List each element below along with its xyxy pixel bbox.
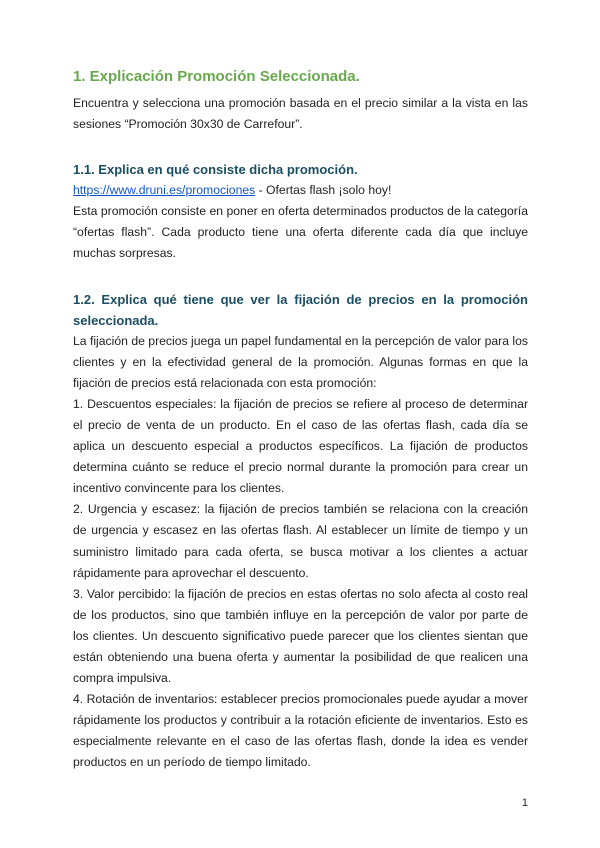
list-item-descuentos: 1. Descuentos especiales: la fijación de precios se refiere al proceso de determinar el precio de venta de un producto. En el caso de las ofertas flash, cada día se aplica un descuento especial a productos específicos. La fijación de productos determina cuánto se reduce el precio normal durante la promoción para crear un incentivo convincente para los clientes. [73,396,528,496]
section-1-2-intro: La fijación de precios juega un papel fundamental en la percepción de valor para los clientes y en la efectividad general de la promoción. Algunas formas en que la fijación de precios está relacionada con esta promoción: [73,333,528,390]
promotion-link-suffix: - Ofertas flash ¡solo hoy! [255,183,392,198]
spacer [73,135,528,159]
list-item-urgencia: 2. Urgencia y escasez: la fijación de precios también se relaciona con la creación de urgencia y escasez en las ofertas flash. Al establecer un límite de tiempo y un suministro limitado para cada oferta, se busca motivar a los clientes a actuar rápidamente para aprovechar el descuento. [73,502,528,580]
promotion-link-line [73,180,528,201]
promotion-link[interactable]: https://www.druni.es/promociones [73,183,256,198]
spacer [73,265,528,289]
section-1-intro: Encuentra y selecciona una promoción basada en el precio similar a la vista en las sesiones “Promoción 30x30 de Carrefour”. [73,96,528,132]
section-1-1-body: Esta promoción consiste en poner en oferta determinados productos de la categoría “ofertas flash”. Cada producto tiene una oferta diferente cada día que incluye muchas sorpresas. [73,204,528,261]
list-item-rotacion: 4. Rotación de inventarios: establecer precios promocionales puede ayudar a mover rápidamente los productos y contribuir a la rotación eficiente de inventarios. Esto es especialmente relevante en el caso de las ofertas flash, donde la idea es vender productos en un período de tiempo limitado. [73,692,528,770]
section-1-1-heading: 1.1. Explica en qué consiste dicha promoción. [73,162,358,178]
list-item-valor: 3. Valor percibido: la fijación de precios en estas ofertas no solo afecta al costo real de los productos, sino que también influye en la percepción de valor por parte de los clientes. Un descuento significativo puede parecer que los clientes sientan que están obteniendo una buena oferta y aumentar la posibilidad de que realicen una compra impulsiva. [73,586,528,686]
section-1-heading: 1. Explicación Promoción Seleccionada. [73,68,360,85]
section-1-2-heading: 1.2. Explica qué tiene que ver la fijación de precios en la promoción seleccionada. [73,291,528,328]
page-number: 1 [521,797,528,809]
